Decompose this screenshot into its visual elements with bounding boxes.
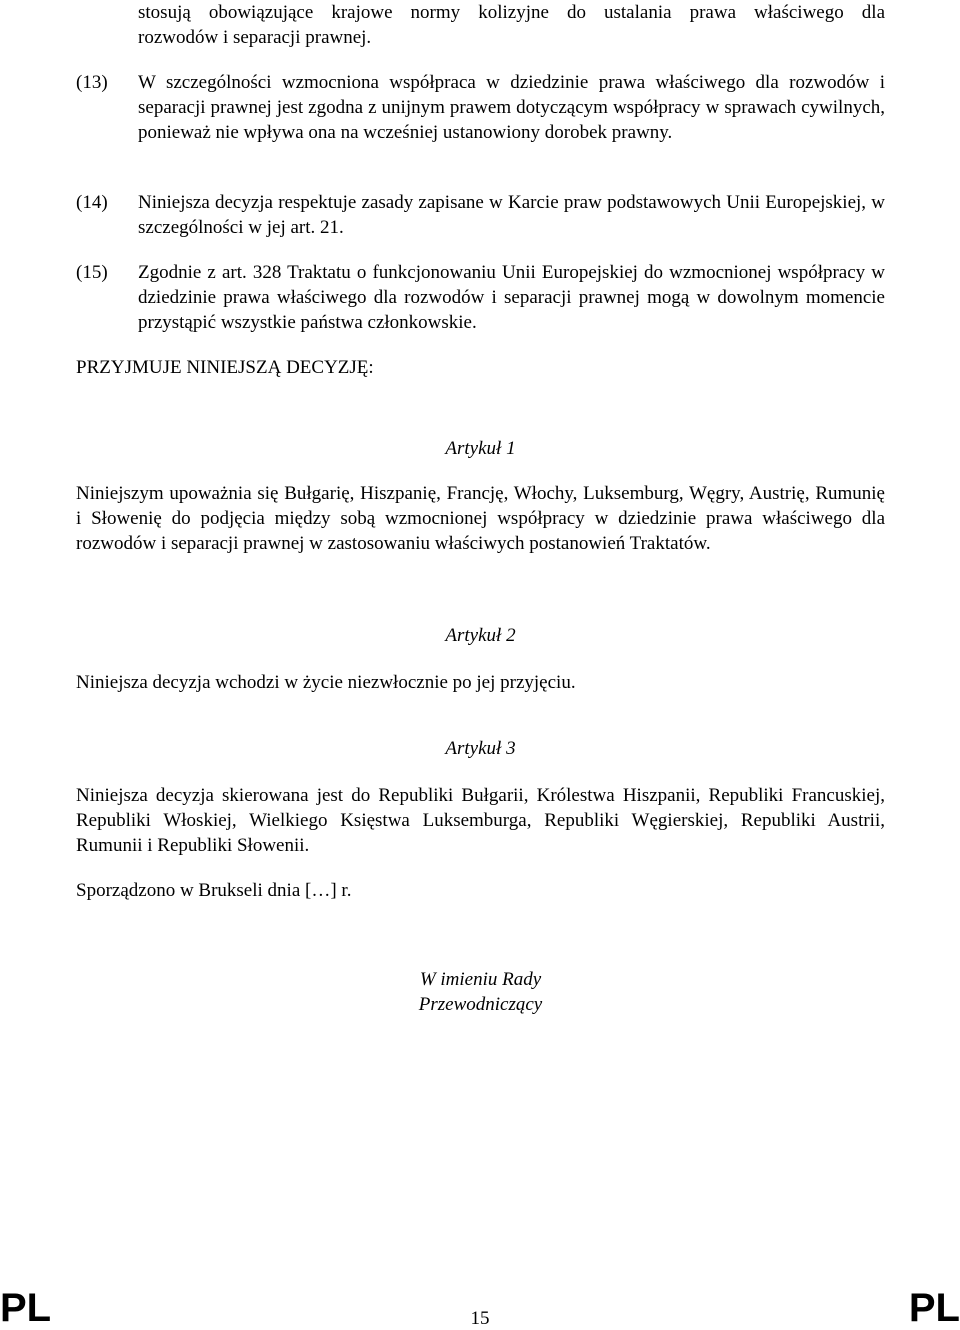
continuation-line-1: stosują obowiązujące krajowe normy kolizyjne do ustalania prawa właściwego dla (138, 2, 885, 23)
article-2-text: Niniejsza decyzja wchodzi w życie niezwłocznie po jej przyjęciu. (76, 672, 576, 693)
recital-text: Niniejsza decyzja respektuje zasady zapisane w Karcie praw podstawowych Unii Europejskiej, w szczególności w jej art. 21. (138, 192, 885, 238)
recital-text: W szczególności wzmocniona współpraca w dziedzinie prawa właściwego dla rozwodów i separacji prawnej jest zgodna z unijnym prawem dotyczącym współpracy w sprawach cywilnych, ponieważ nie wpływa ona na wcześniej ustanowiony dorobek prawny. (138, 72, 885, 143)
footer-language-left: PL (0, 1286, 52, 1330)
recital-14 (76, 190, 885, 240)
recital-number: (14) (76, 192, 108, 213)
article-1-text: Niniejszym upoważnia się Bułgarię, Hiszpanię, Francję, Włochy, Luksemburg, Węgry, Austrię, Rumunię i Słowenię do podjęcia między sobą wzmocnionej współpracy w dziedzinie prawa właściwego dla rozwodów i separacji prawnej w zastosowaniu właściwych postanowień Traktatów. (76, 483, 885, 554)
article-3-text: Niniejsza decyzja skierowana jest do Republiki Bułgarii, Królestwa Hiszpanii, Republiki Francuskiej, Republiki Włoskiej, Wielkiego Księstwa Luksemburga, Republiki Węgierskiej, Republiki Austrii, Rumunii i Republiki Słowenii. (76, 785, 885, 856)
article-2-title: Artykuł 2 (445, 625, 516, 646)
signature-block (76, 967, 885, 1017)
page-number: 15 (470, 1308, 490, 1329)
recital-text: Zgodnie z art. 328 Traktatu o funkcjonowaniu Unii Europejskiej do wzmocnionej współpracy w dziedzinie prawa właściwego dla rozwodów i separacji prawnej mogą w dowolnym momencie przystąpić wszystkie państwa członkowskie. (138, 262, 885, 333)
article-1-title: Artykuł 1 (445, 438, 516, 459)
signature-line-1: W imieniu Rady (419, 969, 542, 990)
recital-12-continuation (138, 0, 885, 50)
signature-line-2: Przewodniczący (418, 994, 543, 1015)
recital-15 (76, 260, 885, 335)
done-at: Sporządzono w Brukseli dnia […] r. (76, 880, 352, 901)
recital-number: (15) (76, 262, 108, 283)
footer-language-right: PL (908, 1286, 960, 1330)
recital-number: (13) (76, 72, 108, 93)
enacting-formula: PRZYJMUJE NINIEJSZĄ DECYZJĘ: (76, 357, 374, 378)
article-3-title: Artykuł 3 (445, 738, 516, 759)
continuation-line-2: rozwodów i separacji prawnej. (138, 27, 372, 48)
recital-13 (76, 70, 885, 145)
